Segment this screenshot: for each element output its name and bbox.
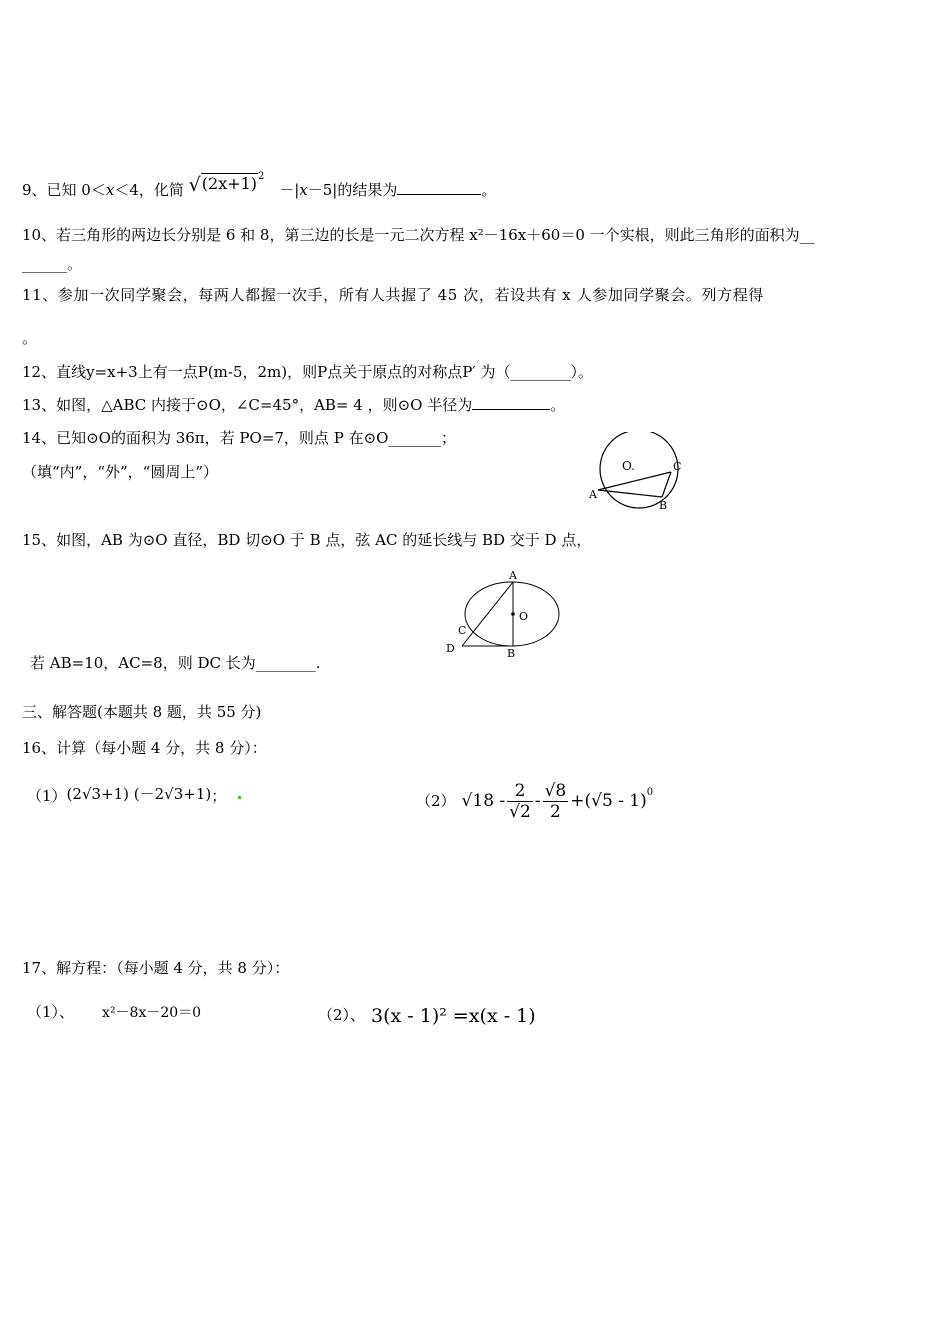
- q14-end: ；: [440, 429, 456, 447]
- question-17-title: 17、解方程：（每小题 4 分，共 8 分）：: [22, 959, 290, 977]
- fig14-label-b: B: [659, 499, 668, 512]
- q16-p1-end: ；: [211, 787, 227, 805]
- q16-p1-label: （1）: [27, 787, 67, 805]
- fig15-chord-ad: [462, 582, 513, 646]
- q17-p1-equation: x²－8x－20＝0: [102, 1005, 202, 1021]
- q9-radicand: (2x+1): [201, 174, 258, 193]
- question-11-line1: 11、参加一次同学聚会，每两人都握一次手，所有人共握了 45 次，若设共有 x 人参加同学聚会。列方程得: [22, 286, 764, 304]
- fig15-label-a: A: [509, 569, 517, 582]
- question-16-title: 16、计算（每小题 4 分，共 8 分）：: [22, 739, 267, 757]
- q9-minus-abs: －|: [279, 181, 300, 199]
- q16-p2-frac1-denominator: √2: [509, 801, 531, 822]
- fig14-label-a: A: [589, 488, 597, 501]
- q9-answer-blank[interactable]: [397, 180, 481, 195]
- q16-p2-sqrt18: √18 -: [461, 791, 506, 811]
- fig15-label-o: O: [519, 610, 529, 623]
- question-15-line2: 若 AB=10，AC=8，则 DC 长为________.: [30, 654, 321, 672]
- q16-p2-fraction2: [543, 781, 569, 822]
- q9-mid: ＜4，化简: [114, 181, 184, 199]
- question-10-line1: 10、若三角形的两边长分别是 6 和 8，第三边的长是一元二次方程 x²－16x＋60＝0 一个实根，则此三角形的面积为__: [22, 226, 815, 244]
- q13-answer-blank[interactable]: [472, 395, 550, 410]
- question-17-part1: [27, 1002, 201, 1023]
- question-12: 12、直线y=x+3上有一点P(m-5，2m)，则P点关于原点的对称点P′ 为（________）。: [22, 363, 593, 381]
- q16-p2-fraction1: [507, 781, 533, 822]
- q16-p2-frac2-denominator: 2: [549, 801, 561, 822]
- q9-var2: x: [299, 181, 308, 199]
- q16-p2-frac2-numerator: √8: [544, 780, 567, 801]
- question-14-hint: （填“内”，“外”，“圆周上”）: [22, 463, 219, 481]
- question-16-part1: [27, 786, 241, 806]
- q13-end: 。: [550, 396, 566, 414]
- question-15-line1: 15、如图，AB 为⊙O 直径，BD 切⊙O 于 B 点，弦 AC 的延长线与 BD 交于 D 点，: [22, 531, 592, 549]
- q9-end: 。: [481, 181, 497, 199]
- fig14-label-c: C: [673, 460, 682, 473]
- q16-p2-tail: +(√5 - 1): [570, 791, 647, 811]
- fig14-side-ab: [598, 490, 662, 497]
- q9-prefix: 9、已知 0＜: [22, 181, 106, 199]
- circle-tangent-figure: [444, 566, 566, 658]
- fig14-circle: [600, 432, 678, 508]
- question-14: [22, 428, 456, 448]
- q17-p1-label: （1）、: [27, 1003, 75, 1021]
- q16-p2-label: （2）: [416, 792, 456, 810]
- question-13: [22, 395, 565, 415]
- q9-var1: x: [105, 181, 115, 199]
- fig15-label-d: D: [446, 642, 455, 655]
- fig14-label-o: O.: [622, 459, 635, 473]
- green-dot-mark: [238, 796, 241, 799]
- q17-p2-label: （2）、: [318, 1006, 366, 1024]
- fig15-label-c: C: [458, 624, 467, 637]
- fig14-side-ac: [598, 472, 671, 490]
- q17-p2-equation: 3(x - 1)² =x(x - 1): [371, 1005, 536, 1027]
- q14-answer-blank[interactable]: _______: [388, 429, 441, 447]
- q14-prefix: 14、已知⊙O的面积为 36π，若 PO=7，则点 P 在⊙O: [22, 429, 389, 447]
- question-16-part2: [416, 776, 653, 826]
- question-17-part2: [318, 1004, 536, 1025]
- fig15-label-b: B: [507, 647, 516, 658]
- q16-p2-exponent: 0: [646, 787, 654, 798]
- question-11-line2: 。: [22, 329, 38, 347]
- q16-p2-minus: -: [534, 791, 541, 811]
- q16-p1-expression: (2√3+1) (－2√3+1): [66, 785, 212, 803]
- q9-exponent: 2: [258, 171, 265, 182]
- fig15-center-dot: [511, 612, 515, 616]
- q16-p2-frac1-numerator: 2: [507, 781, 533, 802]
- question-9: [22, 171, 497, 200]
- section-3-title: 三、解答题(本题共 8 题，共 55 分): [22, 703, 262, 721]
- q13-prefix: 13、如图，△ABC 内接于⊙O，∠C=45°，AB= 4 ，则⊙O 半径为: [22, 396, 473, 414]
- question-10-line2: ______。: [22, 255, 83, 273]
- circle-triangle-figure: [588, 432, 698, 514]
- q9-sqrt-sign: √: [188, 174, 201, 196]
- q9-abs-tail: －5|的结果为: [307, 181, 398, 199]
